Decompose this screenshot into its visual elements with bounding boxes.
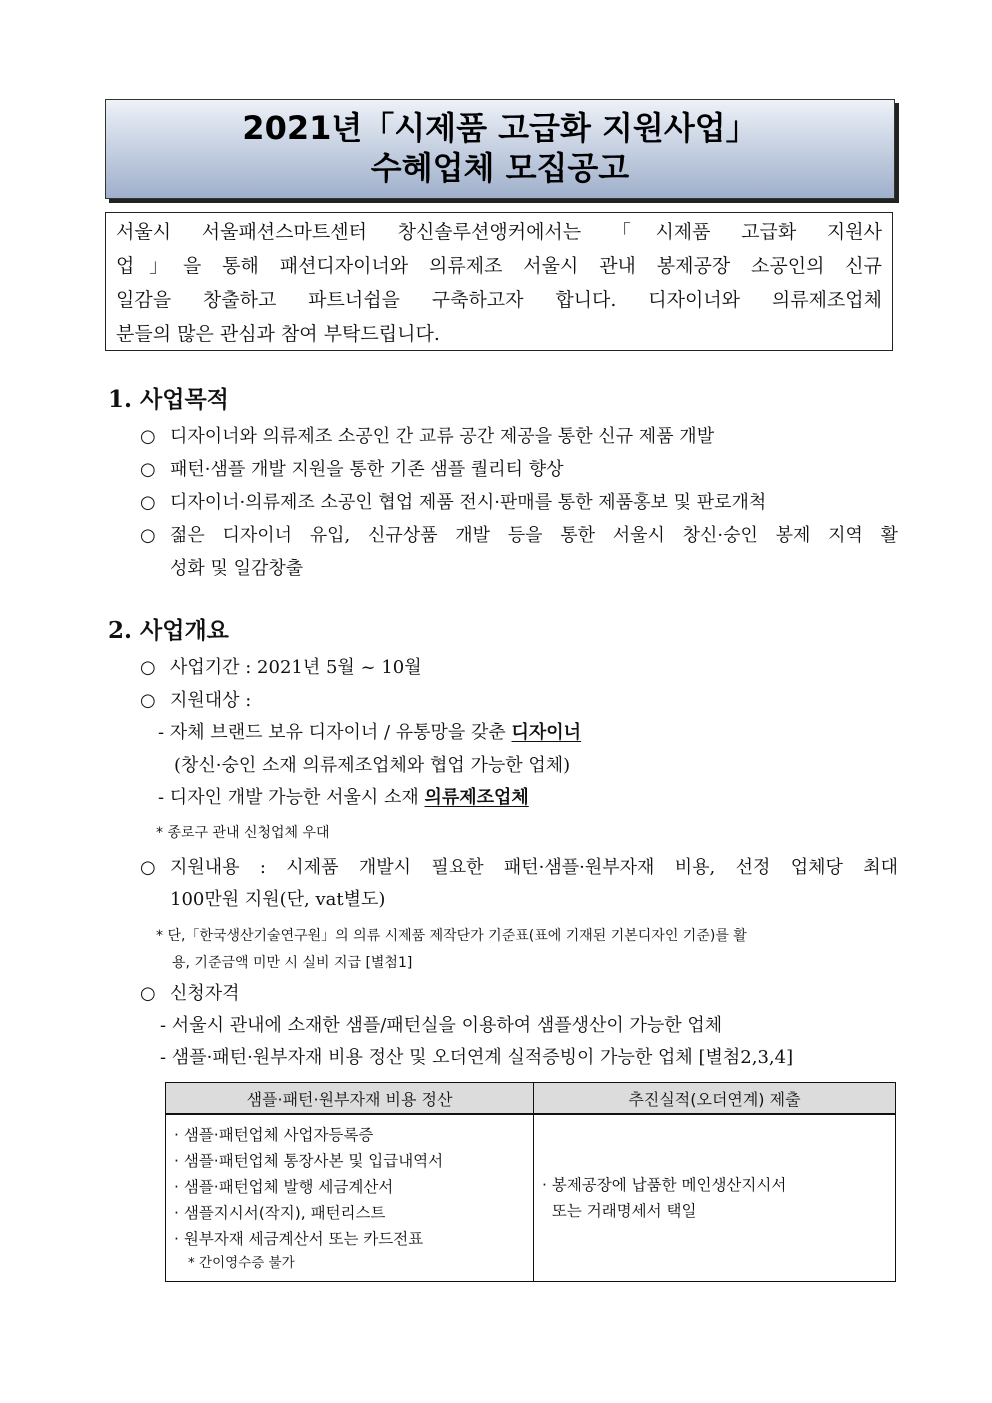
page-title-line1: 2021년「시제품 고급화 지원사업」 <box>242 109 758 147</box>
qualify-label: 신청자격 <box>170 983 240 1004</box>
target-label: 지원대상 : <box>170 690 252 711</box>
circle-bullet: ○ <box>140 690 156 711</box>
target1-prefix: - 자체 브랜드 보유 디자이너 / 유통망을 갖춘 <box>158 722 512 743</box>
list-item: · 샘플지시서(작지), 패턴리스트 <box>174 1204 386 1222</box>
table-row <box>166 1114 896 1282</box>
table-cell-performance <box>534 1114 896 1282</box>
section1-item <box>140 458 564 482</box>
intro-line-4: 분들의 많은 관심과 참여 부탁드립니다. <box>116 323 440 345</box>
target2-line <box>158 786 529 810</box>
circle-bullet: ○ <box>140 426 156 447</box>
section1-item-text: 디자이너와 의류제조 소공인 간 교류 공간 제공을 통한 신규 제품 개발 <box>170 426 715 447</box>
list-item: · 원부자재 세금계산서 또는 카드전표 <box>174 1230 424 1248</box>
period-text: 사업기간 : 2021년 5월 ~ 10월 <box>170 657 422 678</box>
qualify-item <box>140 982 240 1006</box>
support-text: 지원내용 : 시제품 개발시 필요한 패턴·샘플·원부자재 비용, 선정 업체당 최대 <box>170 857 898 878</box>
target1-line <box>158 721 581 745</box>
list-item: 또는 거래명세서 택일 <box>542 1202 697 1220</box>
title-box <box>105 99 895 199</box>
section1-item-text: 패턴·샘플 개발 지원을 통한 기존 샘플 퀄리티 향상 <box>170 459 564 480</box>
list-item: · 샘플·패턴업체 사업자등록증 <box>174 1126 374 1144</box>
target-note: * 종로구 관내 신청업체 우대 <box>156 825 330 841</box>
section1-item-continuation: 성화 및 일감창출 <box>170 558 304 579</box>
intro-line-1: 서울시 서울패션스마트센터 창신솔루션앵커에서는 「시제품 고급화 지원사 <box>116 221 882 243</box>
section1-heading: 1. 사업목적 <box>108 386 229 413</box>
table-header-row <box>166 1083 896 1115</box>
intro-box <box>105 212 893 351</box>
intro-line-2: 업」을 통해 패션디자이너와 의류제조 서울시 관내 봉제공장 소공인의 신규 <box>116 255 882 277</box>
list-item: · 봉제공장에 납품한 메인생산지시서 <box>542 1176 787 1194</box>
target1-sub: (창신·숭인 소재 의류제조업체와 협업 가능한 업체) <box>174 755 571 776</box>
circle-bullet: ○ <box>140 857 156 878</box>
qualify-2: - 샘플·패턴·원부자재 비용 정산 및 오더연계 실적증빙이 가능한 업체 [별첨2,3,4] <box>160 1047 794 1068</box>
list-item: · 샘플·패턴업체 발행 세금계산서 <box>174 1178 394 1196</box>
table-header-settlement: 샘플·패턴·원부자재 비용 정산 <box>166 1083 534 1115</box>
circle-bullet: ○ <box>140 657 156 678</box>
circle-bullet: ○ <box>140 525 156 546</box>
intro-line-3: 일감을 창출하고 파트너쉽을 구축하고자 합니다. 디자이너와 의류제조업체 <box>116 289 882 311</box>
circle-bullet: ○ <box>140 459 156 480</box>
section1-item-text: 디자이너·의류제조 소공인 협업 제품 전시·판매를 통한 제품홍보 및 판로개척 <box>170 492 767 513</box>
support-note-1: * 단,「한국생산기술연구원」의 의류 시제품 제작단가 기준표(표에 기재된 기본디자인 기준)를 활 <box>156 928 747 944</box>
table-note: * 간이영수증 불가 <box>188 1255 295 1271</box>
target2-bold: 의류제조업체 <box>424 787 529 808</box>
qualify-1: - 서울시 관내에 소재한 샘플/패턴실을 이용하여 샘플생산이 가능한 업체 <box>160 1015 723 1036</box>
list-item: · 샘플·패턴업체 통장사본 및 입급내역서 <box>174 1152 444 1170</box>
section2-heading: 2. 사업개요 <box>108 617 229 644</box>
table-cell-settlement <box>166 1114 534 1282</box>
section1-item-text: 젊은 디자이너 유입, 신규상품 개발 등을 통한 서울시 창신·숭인 봉제 지역 활 <box>170 525 898 546</box>
requirements-table <box>165 1082 896 1282</box>
target2-prefix: - 디자인 개발 가능한 서울시 소재 <box>158 787 425 808</box>
section1-item <box>140 425 714 449</box>
circle-bullet: ○ <box>140 492 156 513</box>
support-note-2: 용, 기준금액 미만 시 실비 지급 [별첨1] <box>172 955 413 971</box>
target1-bold: 디자이너 <box>511 722 582 743</box>
target-item <box>140 689 251 713</box>
section1-item <box>140 491 766 515</box>
support-item <box>140 856 898 880</box>
page-title-line2: 수혜업체 모집공고 <box>370 149 630 187</box>
table-header-performance: 추진실적(오더연계) 제출 <box>534 1083 896 1115</box>
circle-bullet: ○ <box>140 983 156 1004</box>
support-text-cont: 100만원 지원(단, vat별도) <box>170 889 386 910</box>
period-item <box>140 656 422 680</box>
section1-item <box>140 524 898 548</box>
